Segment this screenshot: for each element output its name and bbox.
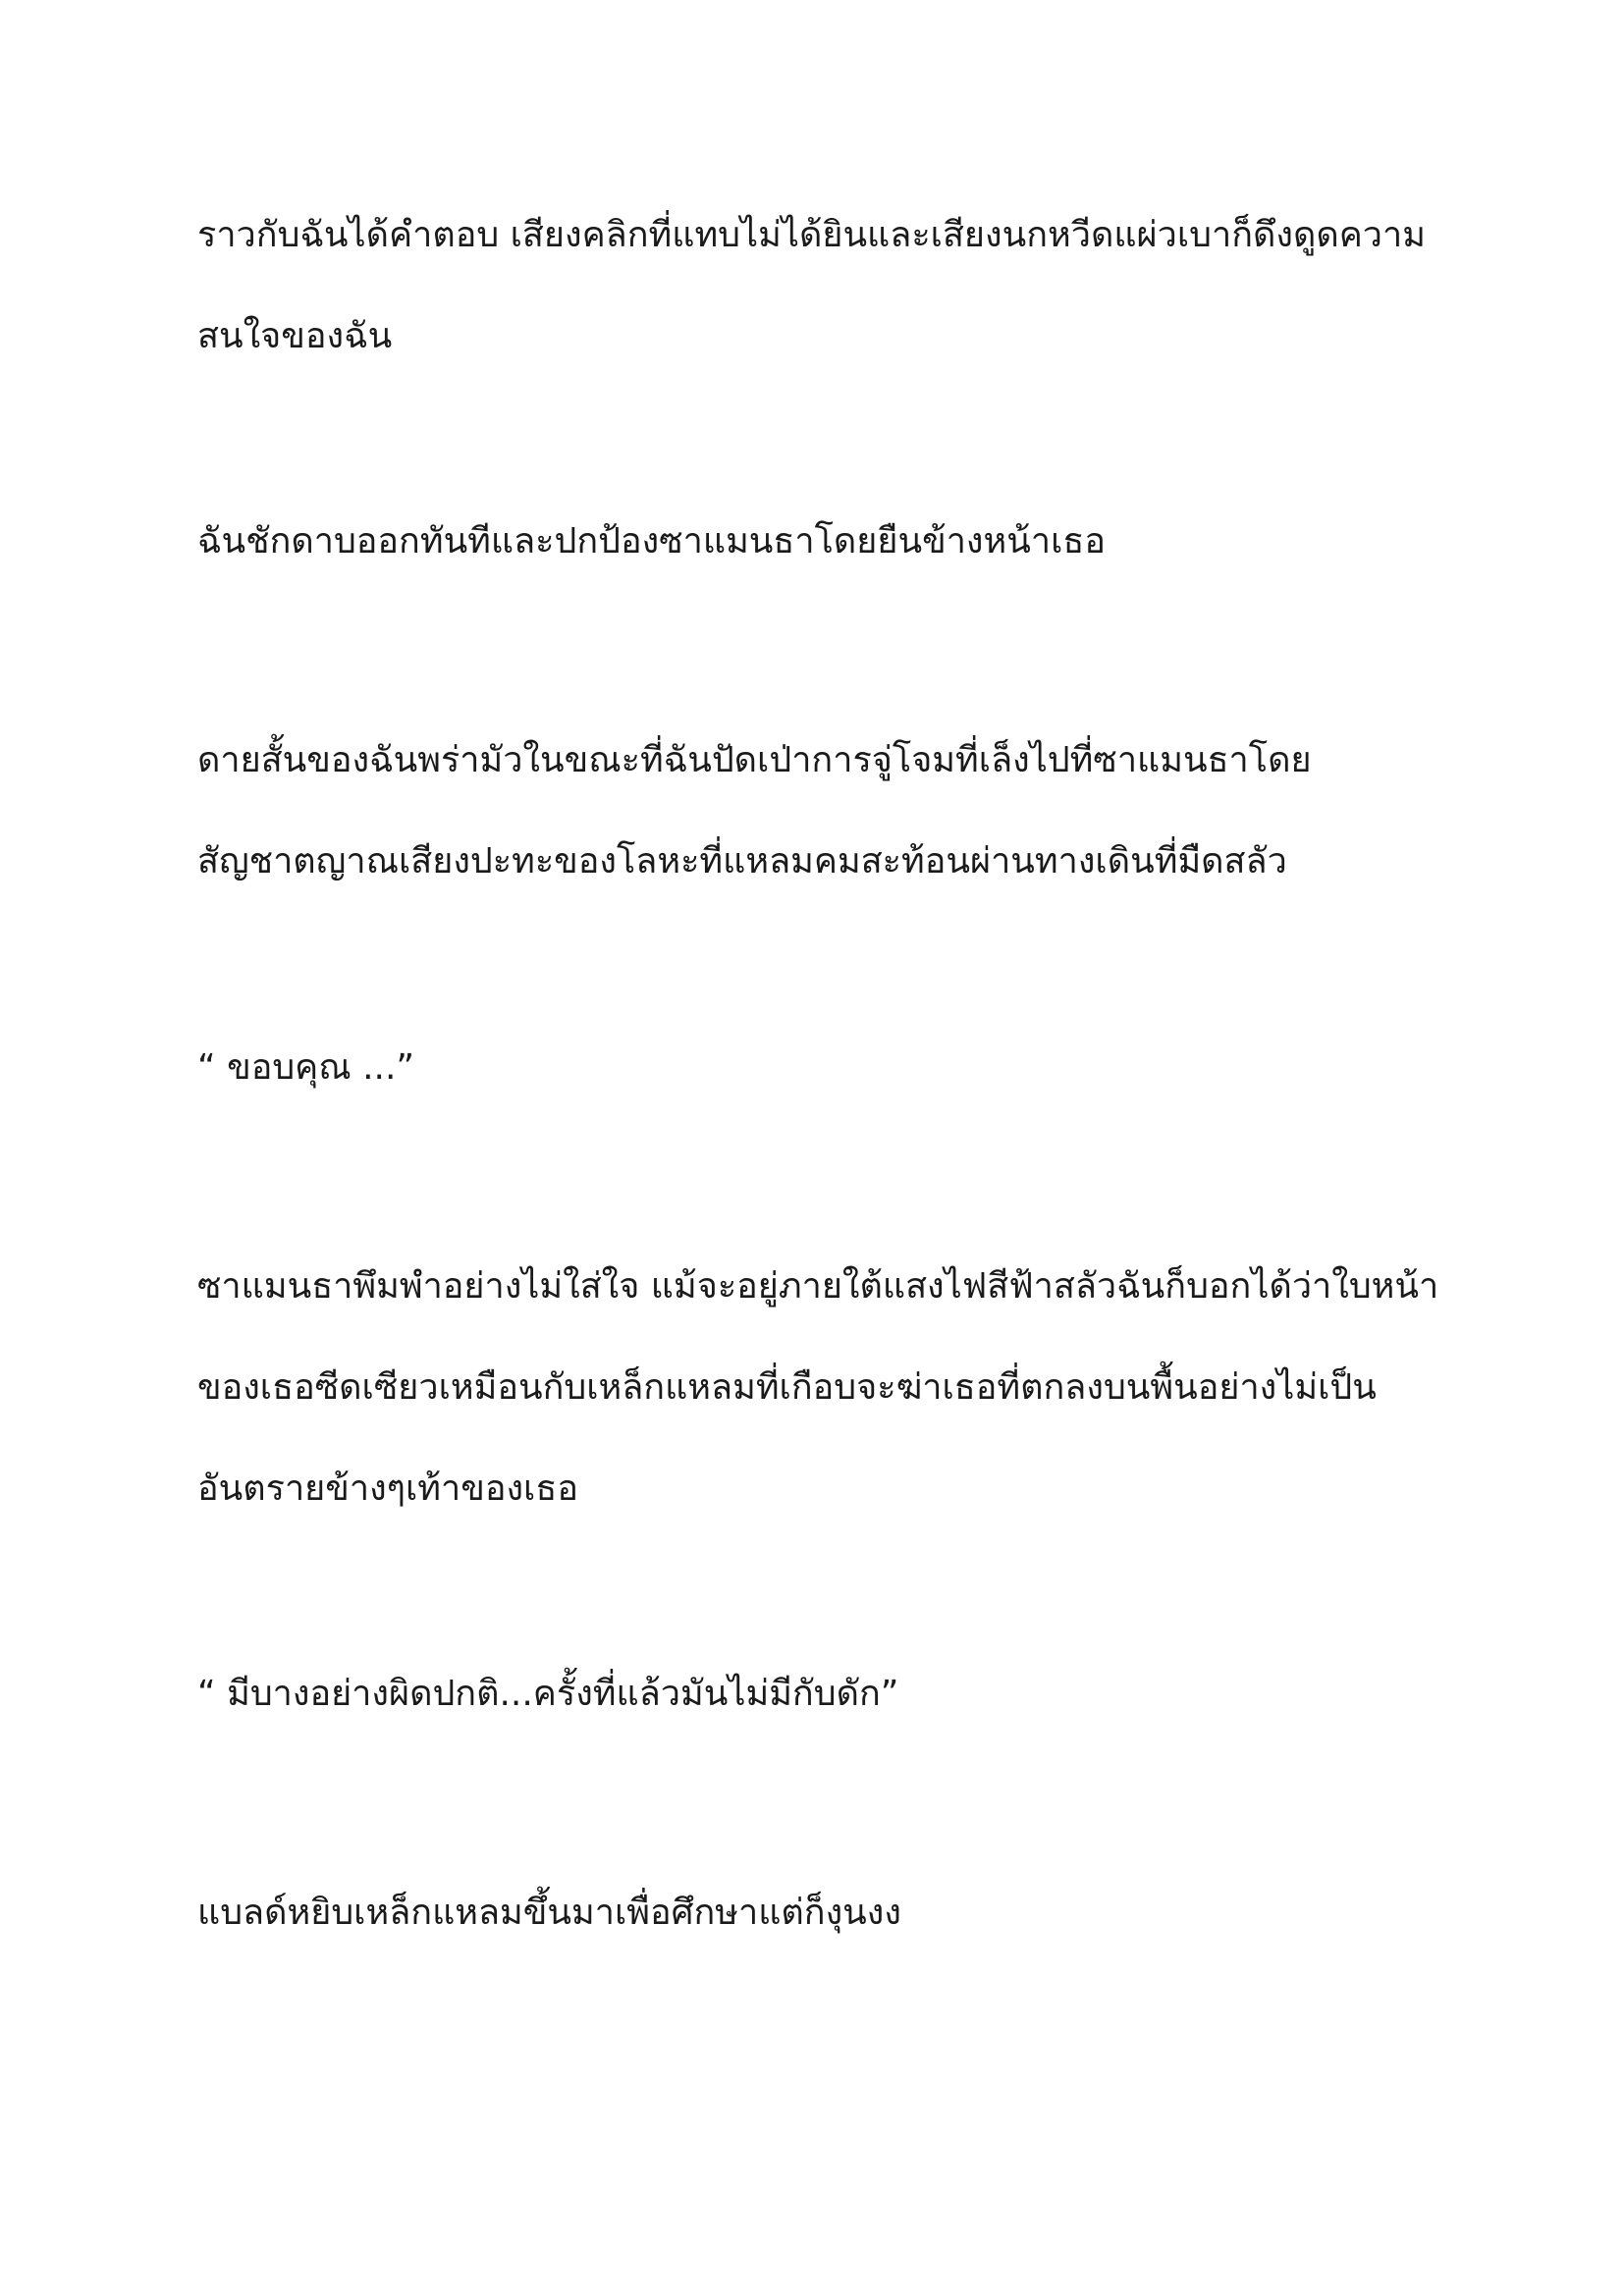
- paragraph-5: [197, 1236, 1464, 1539]
- paragraph-1: [197, 185, 1464, 387]
- paragraph-4-line-1: “ ขอบคุณ ...”: [197, 1047, 415, 1088]
- paragraph-1-line-1: ราวกับฉันได้คำตอบ เสียงคลิกที่แทบไม่ได้ยินและเสียงนกหวีดแผ่วเบาก็ดึงดูดความ: [197, 215, 1426, 255]
- paragraph-5-line-3: อันตรายข้างๆเท้าของเธอ: [197, 1468, 578, 1509]
- paragraph-7: [197, 1862, 1464, 1963]
- paragraph-5-line-1: ซาแมนธาพึมพำอย่างไม่ใส่ใจ แม้จะอยู่ภายใต้แสงไฟสีฟ้าสลัวฉันก็บอกได้ว่าใบหน้า: [197, 1266, 1439, 1307]
- paragraph-6-line-1: “ มีบางอย่างผิดปกติ...ครั้งที่แล้วมันไม่มีกับดัก”: [197, 1674, 899, 1714]
- paragraph-3-line-2: สัญชาตญาณเสียงปะทะของโลหะที่แหลมคมสะท้อนผ่านทางเดินที่มืดสลัว: [197, 841, 1287, 881]
- paragraph-2-line-1: ฉันชักดาบออกทันทีและปกป้องซาแมนธาโดยยืนข้างหน้าเธอ: [197, 521, 1106, 561]
- dialogue-something-wrong: [197, 1643, 1464, 1744]
- paragraph-3: [197, 710, 1464, 912]
- paragraph-5-line-2: ของเธอซีดเซียวเหมือนกับเหล็กแหลมที่เกือบจะฆ่าเธอที่ตกลงบนพื้นอย่างไม่เป็น: [197, 1367, 1377, 1408]
- paragraph-3-line-1: ดายสั้นของฉันพร่ามัวในขณะที่ฉันปัดเป่าการจู่โจมที่เล็งไปที่ซาแมนธาโดย: [197, 740, 1312, 780]
- dialogue-thank-you: [197, 1017, 1464, 1118]
- paragraph-2: [197, 491, 1464, 592]
- paragraph-1-line-2: สนใจของฉัน: [197, 316, 393, 356]
- paragraph-7-line-1: แบลด์หยิบเหล็กแหลมขึ้นมาเพื่อศึกษาแต่ก็งุนงง: [197, 1893, 901, 1933]
